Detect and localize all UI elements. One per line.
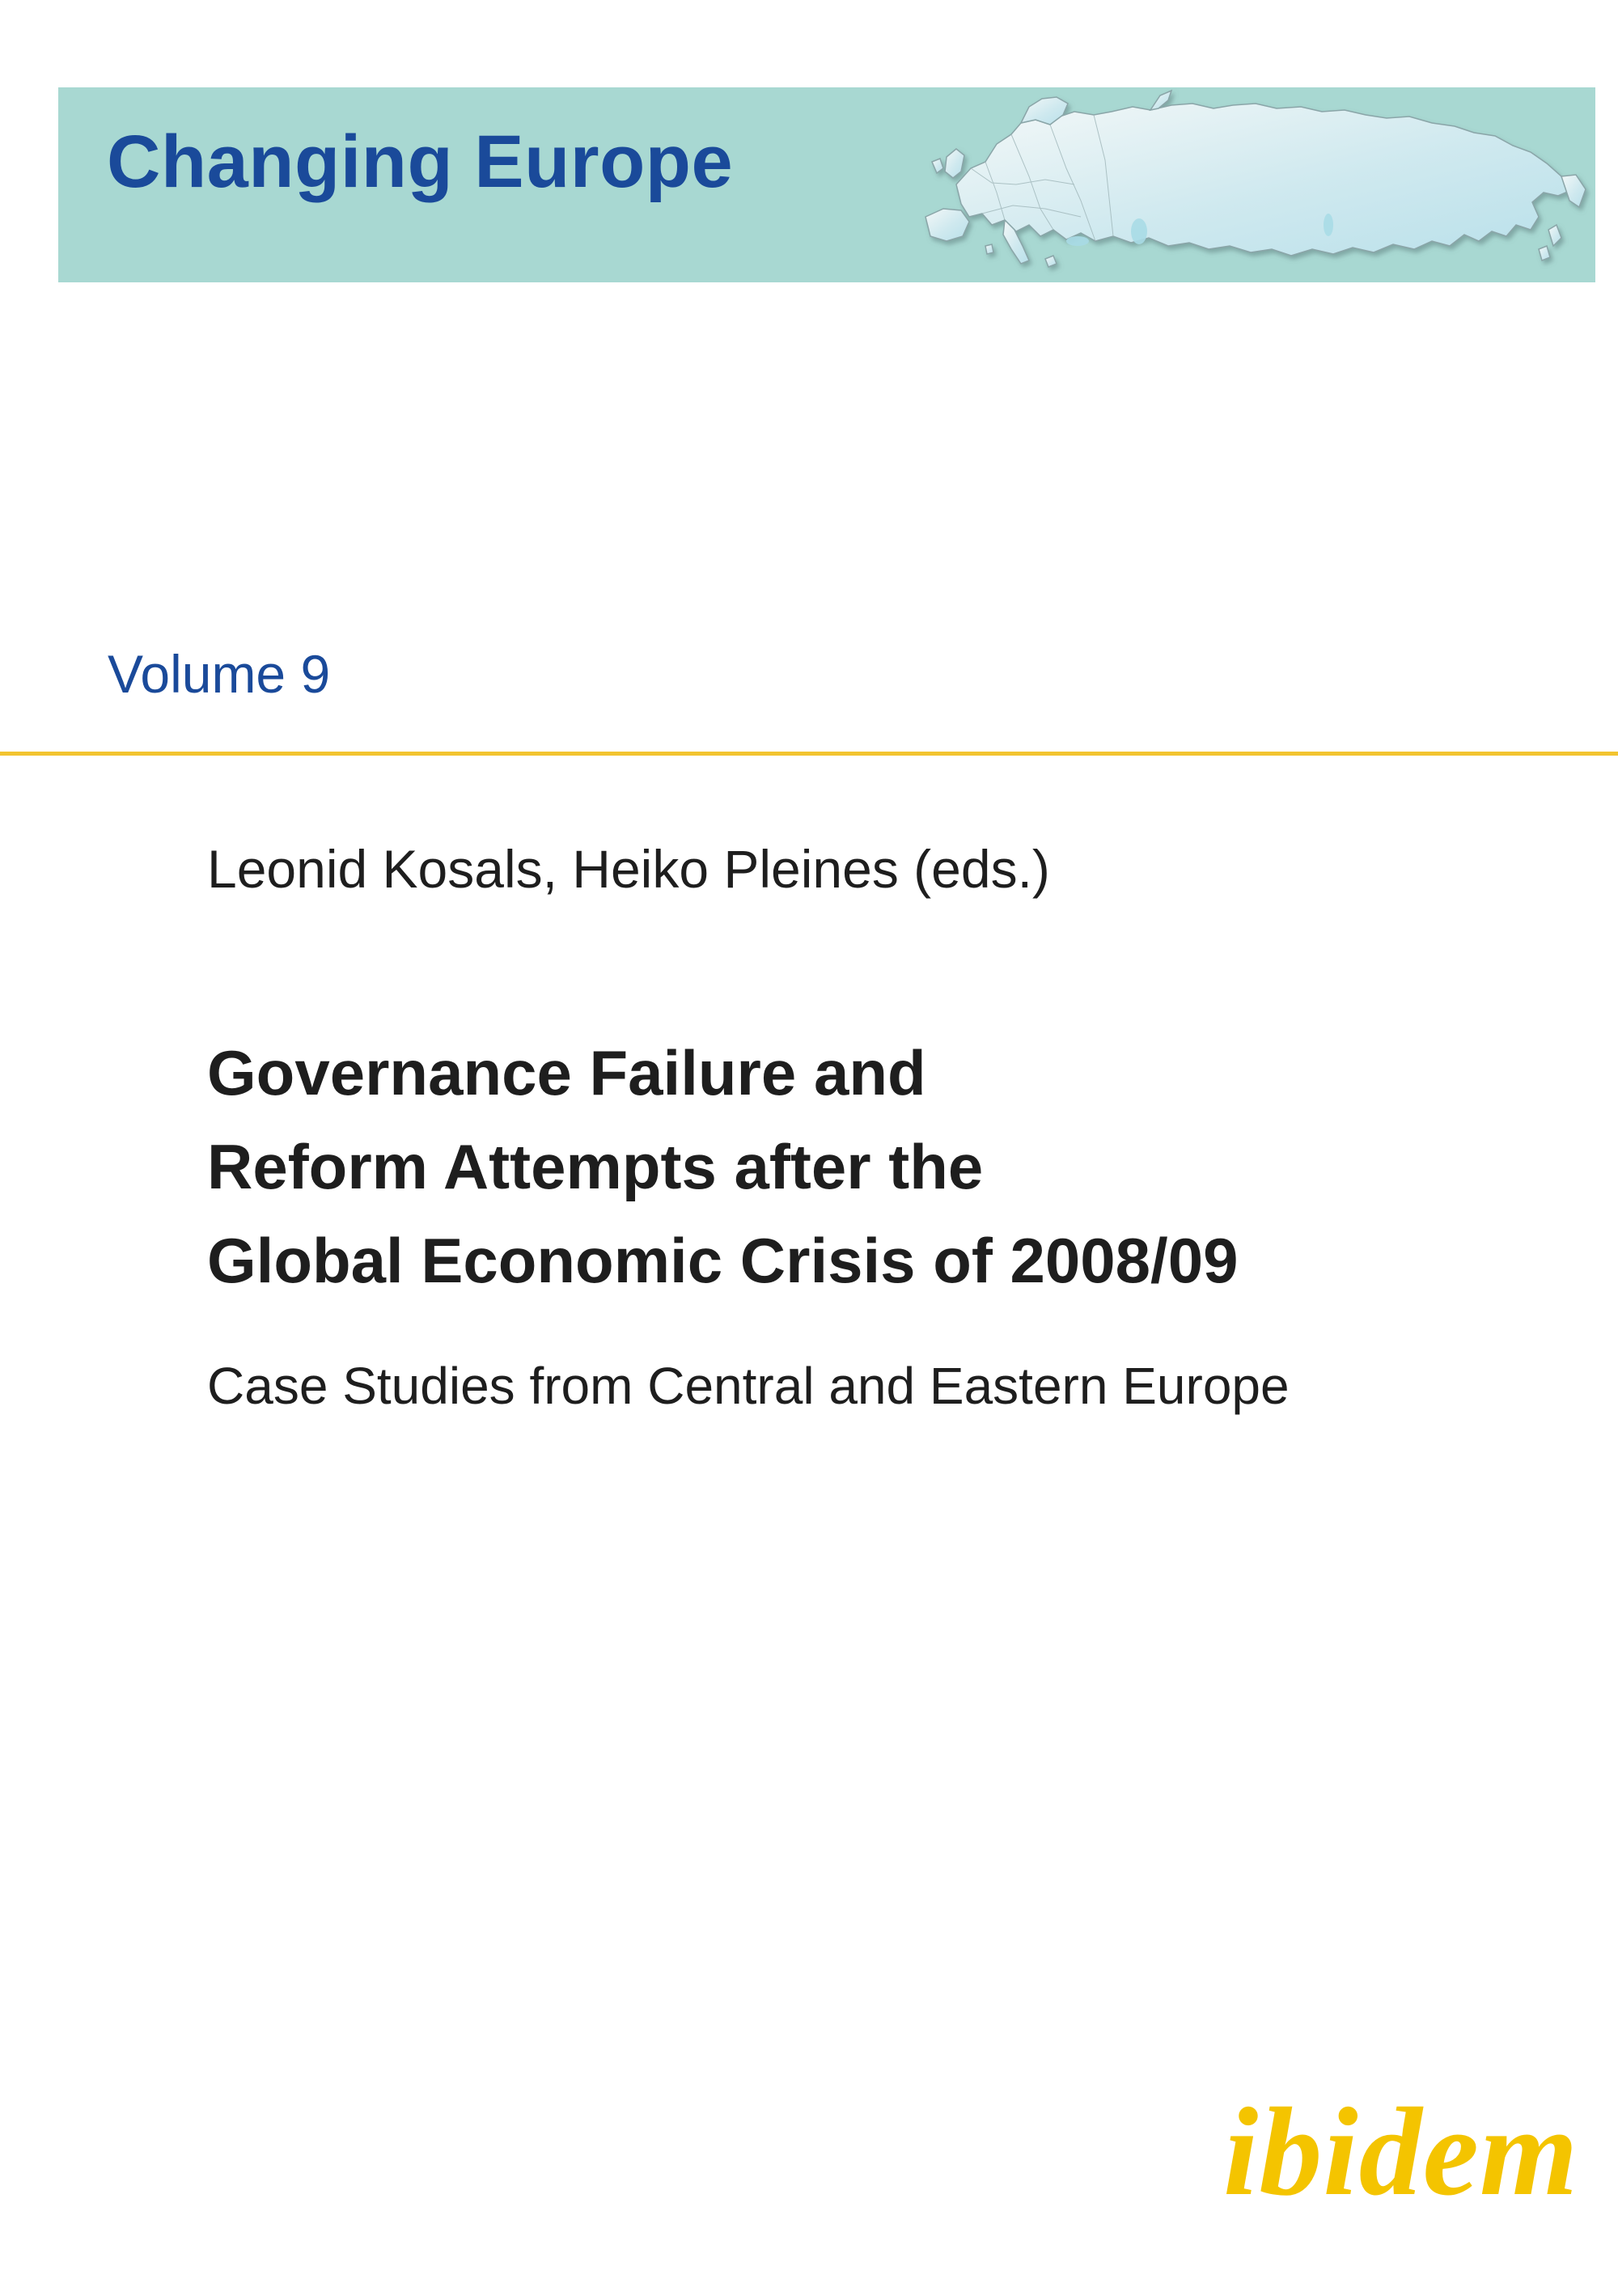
book-title-line-3: Global Economic Crisis of 2008/09 bbox=[207, 1225, 1239, 1296]
europe-eurasia-map-icon bbox=[908, 87, 1595, 282]
book-title-line-2: Reform Attempts after the bbox=[207, 1131, 984, 1202]
series-title: Changing Europe bbox=[107, 121, 734, 203]
publisher-logo: ibidem bbox=[1223, 2082, 1579, 2222]
volume-number: Volume 9 bbox=[108, 644, 331, 704]
divider-rule bbox=[0, 752, 1618, 756]
book-subtitle: Case Studies from Central and Eastern Europe bbox=[207, 1357, 1290, 1415]
editors: Leonid Kosals, Heiko Pleines (eds.) bbox=[207, 839, 1050, 899]
book-title bbox=[207, 1026, 1238, 1307]
series-banner bbox=[58, 87, 1595, 282]
book-title-line-1: Governance Failure and bbox=[207, 1037, 926, 1108]
